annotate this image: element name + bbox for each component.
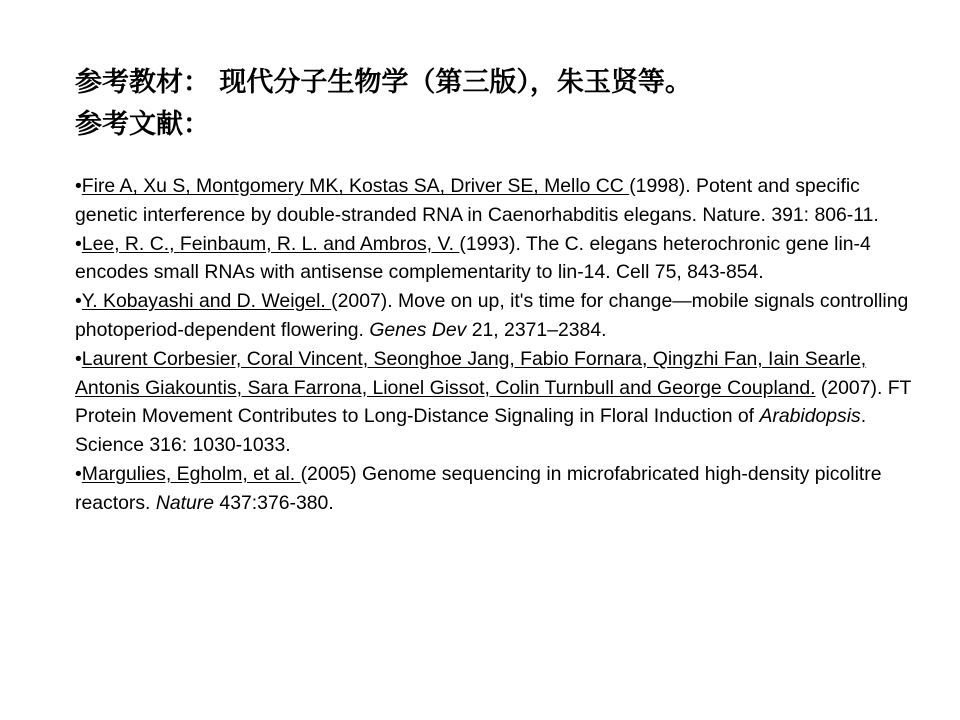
reference-item xyxy=(75,172,913,230)
reference-text: (2007). FT Protein Movement Contributes to Long-Distance Signaling in Floral Induction of xyxy=(75,376,912,428)
textbook-line: 参考教材： 现代分子生物学（第三版），朱玉贤等。 xyxy=(75,67,692,98)
journal-name: Nature xyxy=(155,491,215,514)
reference-authors[interactable]: Fire A, Xu S, Montgomery MK, Kostas SA, Driver SE, Mello CC xyxy=(81,175,630,197)
reference-item xyxy=(75,287,913,345)
reference-text: (2007). Move on up, it's time for change—mobile signals controlling photoperiod-dependent flowering. xyxy=(75,290,909,341)
organism-name: Arabidopsis xyxy=(759,405,861,428)
reference-authors[interactable]: Margulies, Egholm, et al. xyxy=(81,462,301,485)
bullet: • xyxy=(75,290,82,313)
reference-item xyxy=(75,230,913,288)
reference-text: 437:376-380. xyxy=(214,491,334,514)
reference-list xyxy=(75,172,913,518)
journal-name: Genes Dev xyxy=(369,318,467,341)
reference-authors[interactable]: Y. Kobayashi and D. Weigel. xyxy=(81,290,332,313)
bullet: • xyxy=(75,232,82,255)
bullet: • xyxy=(75,175,82,197)
reference-text: (1998). Potent and specific genetic interference by double-stranded RNA in Caenorhabditis elegans. Nature. 391: 806-11. xyxy=(75,175,879,226)
reference-text: 21, 2371–2384. xyxy=(466,318,607,341)
reference-authors[interactable]: Lee, R. C., Feinbaum, R. L. and Ambros, V. xyxy=(81,232,460,255)
reference-text: (2005) Genome sequencing in microfabricated high-density picolitre reactors. xyxy=(75,462,882,514)
reference-authors[interactable]: Laurent Corbesier, Coral Vincent, Seonghoe Jang, Fabio Fornara, Qingzhi Fan, Iain Searle, Antonis Giakountis, Sara Farrona, Lionel Gissot, Colin Turnbull and George Coupland. xyxy=(75,347,867,399)
bullet: • xyxy=(75,462,82,485)
reference-item xyxy=(75,460,913,518)
reference-item xyxy=(75,345,913,460)
references-heading: 参考文献： xyxy=(75,109,210,140)
reference-text: (1993). The C. elegans heterochronic gene lin-4 encodes small RNAs with antisense complementarity to lin-14. Cell 75, 843-854. xyxy=(75,232,871,284)
reference-text: . Science 316: 1030-1033. xyxy=(75,405,867,457)
bullet: • xyxy=(75,347,82,370)
